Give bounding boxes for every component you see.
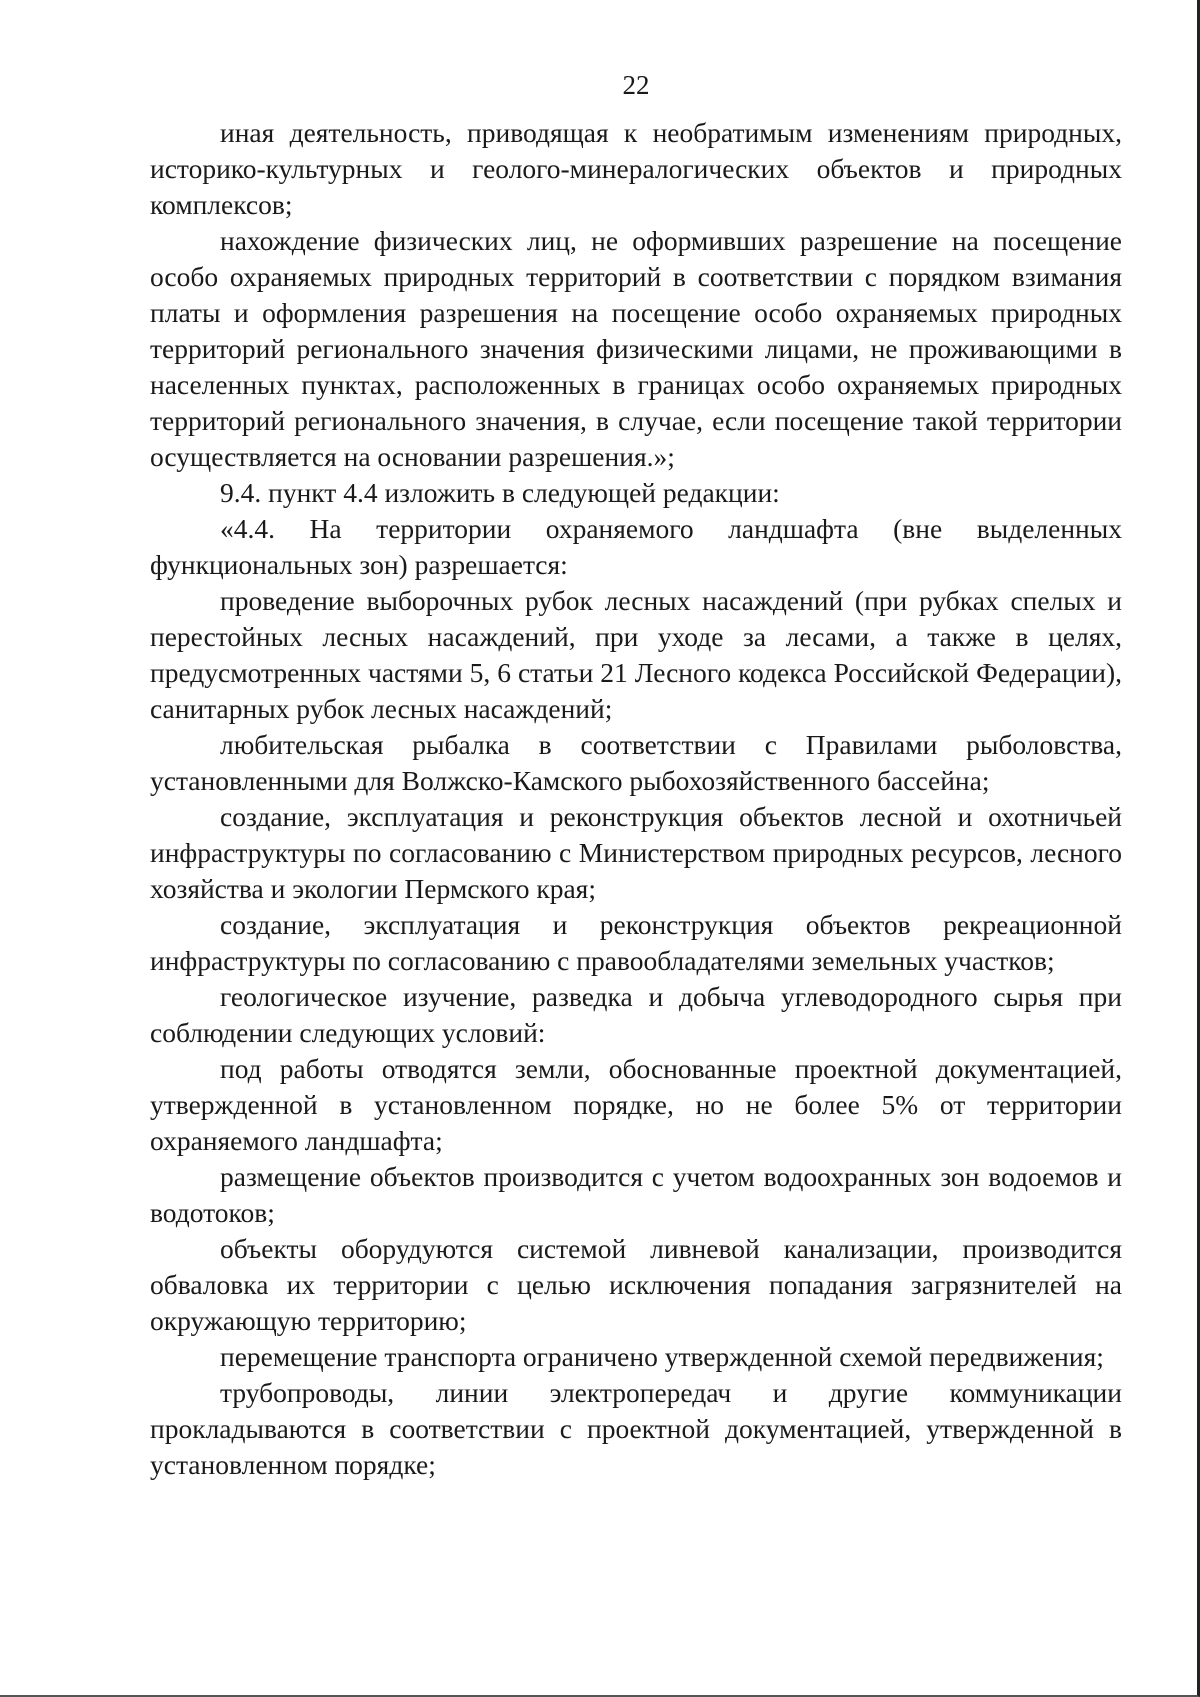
paragraph: создание, эксплуатация и реконструкция объектов рекреационной инфраструктуры по согласованию с правообладателями земельных участков; (150, 909, 1122, 976)
paragraph: создание, эксплуатация и реконструкция объектов лесной и охотничьей инфраструктуры по согласованию с Министерством природных ресурсов, лесного хозяйства и экологии Пермского края; (150, 801, 1122, 904)
paragraph: 9.4. пункт 4.4 изложить в следующей редакции: (220, 477, 780, 508)
paragraph: нахождение физических лиц, не оформивших разрешение на посещение особо охраняемых природных территорий в соответствии с порядком взимания платы и оформления разрешения на посещение особо охраняемых природных территорий регионального значения физическими лицами, не проживающими в населенных пунктах, расположенных в границах особо охраняемых природных территорий регионального значения, в случае, если посещение такой территории осуществляется на основании разрешения.»; (150, 225, 1122, 472)
document-body (150, 115, 1122, 1483)
paragraph: «4.4. На территории охраняемого ландшафта (вне выделенных функциональных зон) разрешается: (150, 513, 1122, 580)
paragraph: объекты оборудуются системой ливневой канализации, производится обваловка их территории с целью исключения попадания загрязнителей на окружающую территорию; (150, 1233, 1122, 1336)
paragraph: иная деятельность, приводящая к необратимым изменениям природных, историко-культурных и геолого-минералогических объектов и природных комплексов; (150, 117, 1122, 220)
paragraph: любительская рыбалка в соответствии с Правилами рыболовства, установленными для Волжско-Камского рыбохозяйственного бассейна; (150, 729, 1122, 796)
paragraph: геологическое изучение, разведка и добыча углеводородного сырья при соблюдении следующих условий: (150, 981, 1122, 1048)
paragraph: проведение выборочных рубок лесных насаждений (при рубках спелых и перестойных лесных насаждений, при уходе за лесами, а также в целях, предусмотренных частями 5, 6 статьи 21 Лесного кодекса Российской Федерации), санитарных рубок лесных насаждений; (150, 585, 1122, 724)
paragraph: перемещение транспорта ограничено утвержденной схемой передвижения; (220, 1341, 1104, 1372)
paragraph: размещение объектов производится с учетом водоохранных зон водоемов и водотоков; (150, 1161, 1122, 1228)
paragraph: трубопроводы, линии электропередач и другие коммуникации прокладываются в соответствии с проектной документацией, утвержденной в установленном порядке; (150, 1377, 1122, 1480)
paragraph: под работы отводятся земли, обоснованные проектной документацией, утвержденной в установленном порядке, но не более 5% от территории охраняемого ландшафта; (150, 1053, 1122, 1156)
page-number: 22 (622, 70, 650, 100)
